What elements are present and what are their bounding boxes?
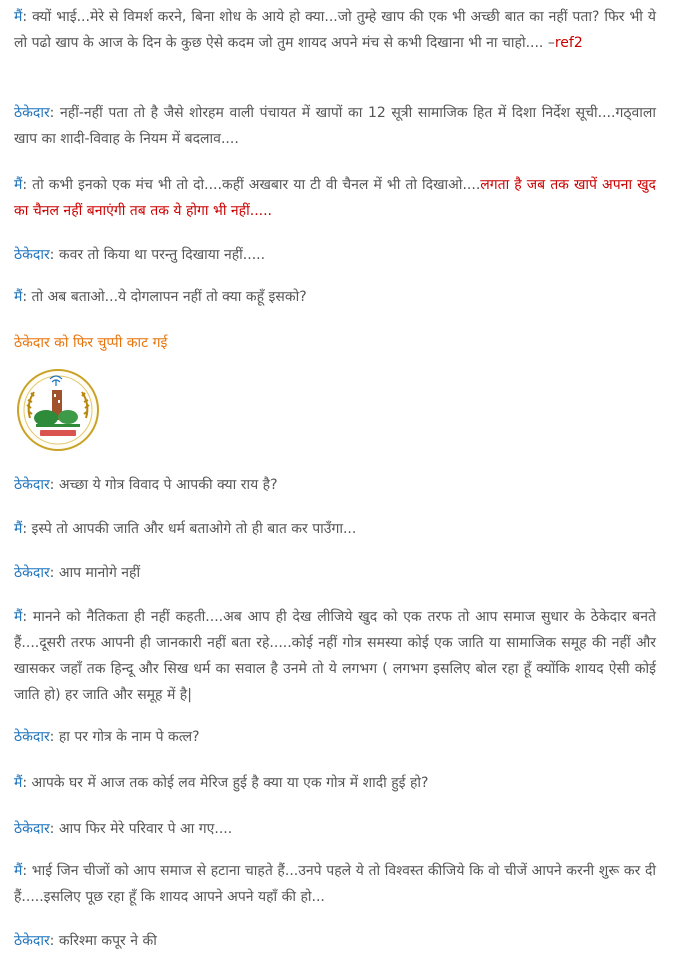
speaker-label: मैं bbox=[14, 9, 23, 25]
dialogue-text: आपके घर में आज तक कोई लव मेरिज हुई है क्या या एक गोत्र में शादी हुई हो? bbox=[31, 775, 429, 791]
speaker-separator: : bbox=[22, 177, 33, 193]
dialogue-line bbox=[14, 100, 656, 152]
dialogue-line bbox=[14, 858, 656, 910]
dialogue-line bbox=[14, 816, 656, 842]
speaker-separator: : bbox=[49, 105, 60, 121]
dialogue-line bbox=[14, 724, 656, 750]
dialogue-line bbox=[14, 516, 656, 542]
dialogue-text: तो कभी इनको एक मंच भी तो दो....कहीं अखबार या टी वी चैनल में भी तो दिखाओ.... bbox=[32, 177, 481, 193]
dialogue-line bbox=[14, 770, 656, 796]
emphasis-text: लगता है जब तक खापें अपना खुद का चैनल नहीं बनाएंगी तब तक ये होगा भी नहीं..... bbox=[14, 177, 656, 219]
dialogue-line bbox=[14, 242, 656, 268]
dialogue-text: क्यों भाई...मेरे से विमर्श करने, बिना शोध के आये हो क्या...जो तुम्हे खाप की एक भी अच्छी बात का नहीं पता? फिर भी ये लो पढो खाप के आज के दिन के कुछ ऐसे कदम जो तुम शायद अपने मंच से कभी दिखाना भी ना चाहो.... – bbox=[14, 9, 656, 51]
speaker-label: मैं bbox=[14, 521, 23, 537]
narration-line: ठेकेदार को फिर चुप्पी काट गई bbox=[14, 335, 168, 351]
dialogue-text: इस्पे तो आपकी जाति और धर्म बताओगे तो ही बात कर पाउँगा... bbox=[31, 521, 357, 537]
dialogue-line bbox=[14, 172, 656, 224]
speaker-separator: : bbox=[22, 289, 32, 305]
speaker-label: ठेकेदार bbox=[14, 477, 50, 493]
speaker-label: ठेकेदार bbox=[14, 247, 50, 263]
speaker-separator: : bbox=[22, 9, 33, 25]
dialogue-text: करिश्मा कपूर ने की bbox=[58, 933, 157, 949]
speaker-label: मैं bbox=[14, 863, 23, 879]
speaker-separator: : bbox=[49, 565, 59, 581]
speaker-separator: : bbox=[22, 775, 32, 791]
speaker-label: ठेकेदार bbox=[14, 105, 50, 121]
speaker-label: मैं bbox=[14, 609, 23, 625]
dialogue-text: आप मानोगे नहीं bbox=[58, 565, 141, 581]
dialogue-text: हा पर गोत्र के नाम पे कत्ल? bbox=[58, 729, 200, 745]
reference-link[interactable]: ref2 bbox=[554, 35, 583, 51]
speaker-separator: : bbox=[22, 609, 33, 625]
dialogue-text: कवर तो किया था परन्तु दिखाया नहीं..... bbox=[58, 247, 266, 263]
dialogue-text: तो अब बताओ...ये दोगलापन नहीं तो क्या कहूँ इसको? bbox=[31, 289, 307, 305]
dialogue-line bbox=[14, 472, 656, 498]
speaker-label: ठेकेदार bbox=[14, 821, 50, 837]
speaker-label: मैं bbox=[14, 289, 23, 305]
speaker-separator: : bbox=[49, 821, 59, 837]
speaker-label: मैं bbox=[14, 177, 23, 193]
speaker-label: ठेकेदार bbox=[14, 565, 50, 581]
dialogue-line bbox=[14, 4, 656, 56]
dialogue-text: अच्छा ये गोत्र विवाद पे आपकी क्या राय है? bbox=[58, 477, 278, 493]
nidana-heights-logo bbox=[16, 368, 100, 452]
speaker-label: मैं bbox=[14, 775, 23, 791]
dialogue-text: नहीं-नहीं पता तो है जैसे शोरहम वाली पंचायत में खापों का 12 सूत्री सामाजिक हित में दिशा निर्देश सूची....गठ्वाला खाप का शादी-विवाह के नियम में बदलाव.... bbox=[14, 105, 656, 147]
dialogue-line bbox=[14, 604, 656, 708]
dialogue-line bbox=[14, 284, 656, 310]
speaker-separator: : bbox=[49, 729, 59, 745]
dialogue-line bbox=[14, 560, 656, 586]
dialogue-text: मानने को नैतिकता ही नहीं कहती....अब आप ही देख लीजिये खुद को एक तरफ तो आप समाज सुधार के ठेकेदार बनते हैं....दूसरी तरफ आपनी ही जानकारी नहीं बता रहे.....कोई नहीं गोत्र समस्या कोई एक जाति या सामाजिक समूह की नहीं और खासकर जहाँ तक हिन्दू और सिख धर्म का सवाल है उनमे तो ये लगभग ( लगभग इसलिए बोल रहा हूँ क्योंकि शायद ऐसी कोई जाति हो) हर जाति और समूह में है| bbox=[14, 609, 656, 703]
speaker-separator: : bbox=[49, 933, 59, 949]
dialogue-text: भाई जिन चीजों को आप समाज से हटाना चाहते हैं...उनपे पहले ये तो विश्वस्त कीजिये कि वो चीजें आपने करनी शुरू कर दी हैं.....इसलिए पूछ रहा हूँ कि शायद आपने अपने यहाँ की हो... bbox=[14, 863, 656, 905]
speaker-separator: : bbox=[22, 863, 32, 879]
speaker-separator: : bbox=[49, 247, 59, 263]
logo-seal-icon bbox=[16, 368, 100, 452]
speaker-label: ठेकेदार bbox=[14, 933, 50, 949]
dialogue-text: आप फिर मेरे परिवार पे आ गए.... bbox=[58, 821, 233, 837]
speaker-separator: : bbox=[49, 477, 59, 493]
speaker-label: ठेकेदार bbox=[14, 729, 50, 745]
speaker-separator: : bbox=[22, 521, 32, 537]
dialogue-line bbox=[14, 928, 656, 954]
